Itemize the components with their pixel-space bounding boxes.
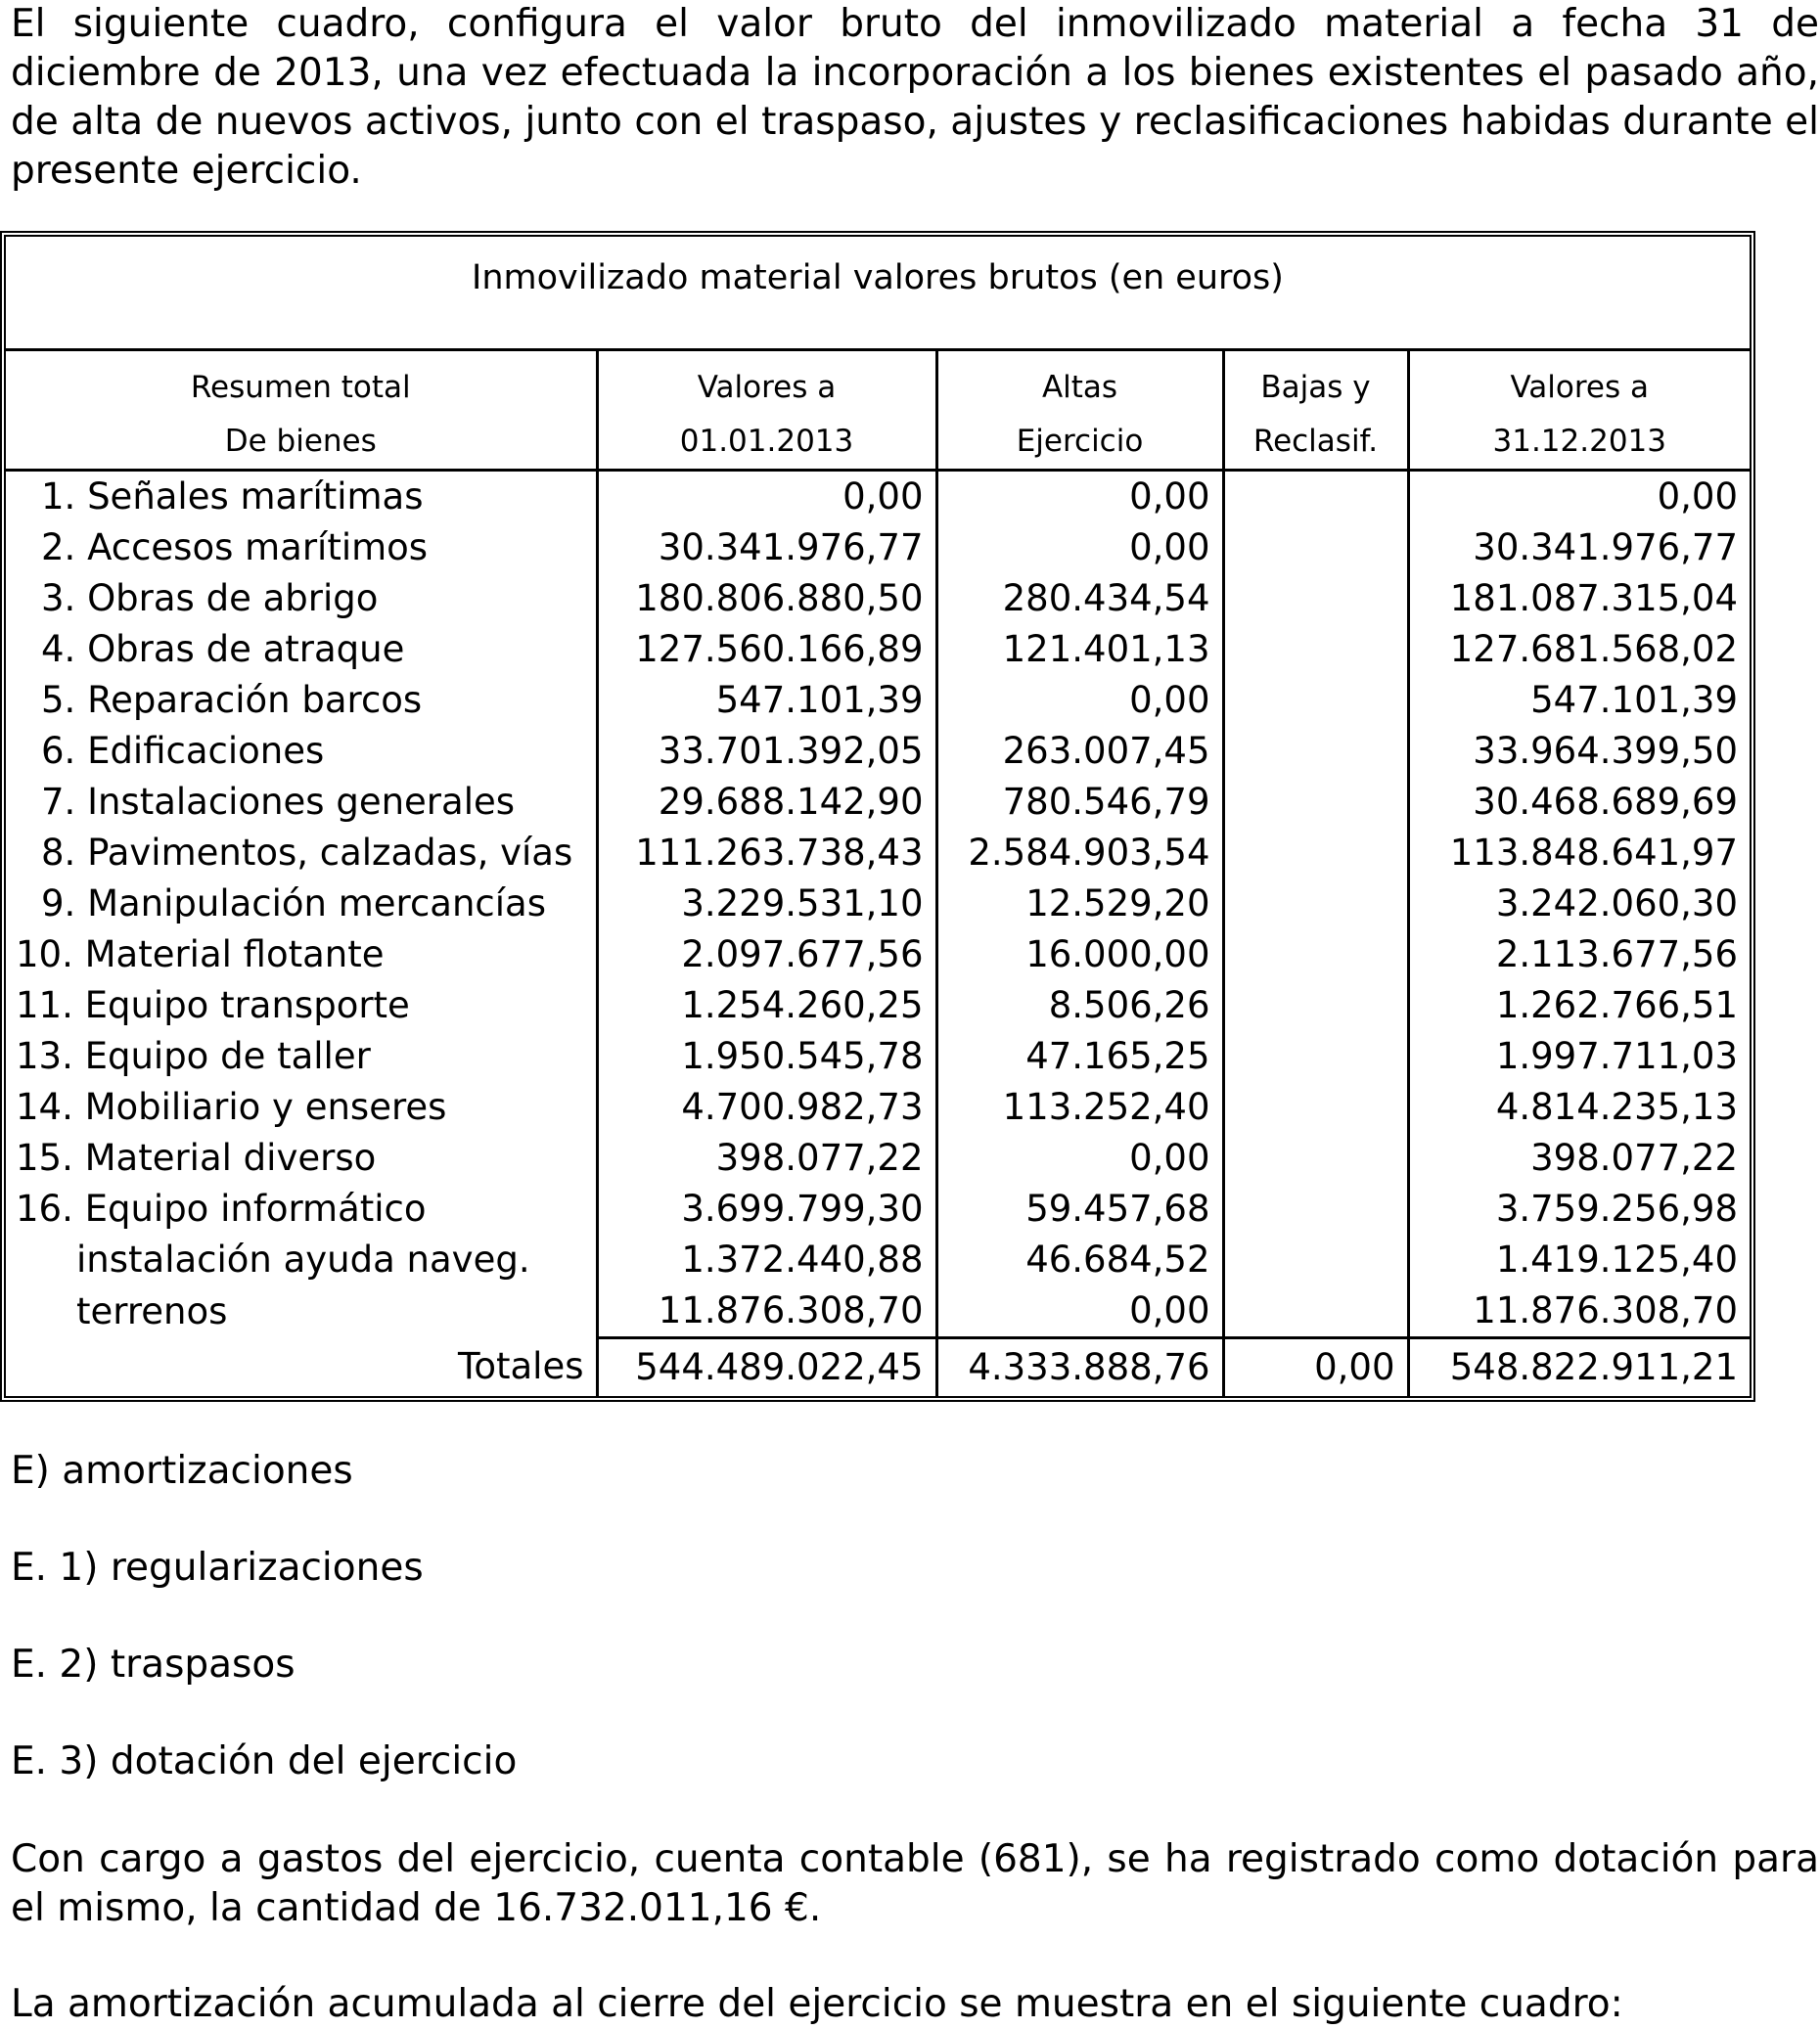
row-label: 2. Accesos marítimos <box>41 526 429 568</box>
value-bajas <box>1223 1082 1408 1133</box>
value-altas: 0,00 <box>936 1133 1223 1184</box>
value-bajas <box>1223 1235 1408 1285</box>
value-end: 2.113.677,56 <box>1408 929 1750 980</box>
table-row <box>6 470 1750 522</box>
value-bajas <box>1223 828 1408 879</box>
value-start: 547.101,39 <box>597 675 936 726</box>
value-start: 11.876.308,70 <box>597 1285 936 1338</box>
value-altas: 16.000,00 <box>936 929 1223 980</box>
row-label: 9. Manipulación mercancías <box>41 882 546 924</box>
value-bajas <box>1223 522 1408 573</box>
table-row <box>6 1133 1750 1184</box>
section-heading-e3: E. 3) dotación del ejercicio <box>11 1739 518 1783</box>
value-start: 33.701.392,05 <box>597 726 936 777</box>
table-row <box>6 573 1750 624</box>
col-header-2-line2: 01.01.2013 <box>597 415 936 471</box>
table-row <box>6 1082 1750 1133</box>
value-altas: 46.684,52 <box>936 1235 1223 1285</box>
value-start: 0,00 <box>597 470 936 522</box>
value-end: 113.848.641,97 <box>1408 828 1750 879</box>
value-bajas <box>1223 929 1408 980</box>
col-header-4-line1: Bajas y <box>1223 349 1408 415</box>
value-end: 1.419.125,40 <box>1408 1235 1750 1285</box>
value-start: 2.097.677,56 <box>597 929 936 980</box>
table-row <box>6 522 1750 573</box>
value-altas: 121.401,13 <box>936 624 1223 675</box>
value-end: 547.101,39 <box>1408 675 1750 726</box>
table-row <box>6 1285 1750 1338</box>
col-header-3-line1: Altas <box>936 349 1223 415</box>
row-label: 5. Reparación barcos <box>41 679 423 721</box>
value-altas: 2.584.903,54 <box>936 828 1223 879</box>
section-heading-e: E) amortizaciones <box>11 1449 353 1493</box>
closing-paragraph: La amortización acumulada al cierre del ejercicio se muestra en el siguiente cuadro: <box>11 1982 1623 2026</box>
value-altas: 780.546,79 <box>936 777 1223 828</box>
value-start: 127.560.166,89 <box>597 624 936 675</box>
value-altas: 0,00 <box>936 675 1223 726</box>
value-bajas <box>1223 624 1408 675</box>
value-start: 4.700.982,73 <box>597 1082 936 1133</box>
table-row <box>6 675 1750 726</box>
col-header-3-line2: Ejercicio <box>936 415 1223 471</box>
row-label: instalación ayuda naveg. <box>76 1239 530 1281</box>
value-bajas <box>1223 1133 1408 1184</box>
row-label: 13. Equipo de taller <box>16 1035 371 1077</box>
value-bajas <box>1223 726 1408 777</box>
value-altas: 47.165,25 <box>936 1031 1223 1082</box>
col-header-1-line2: De bienes <box>6 415 597 471</box>
table-row <box>6 929 1750 980</box>
col-header-5-line1: Valores a <box>1408 349 1750 415</box>
value-end: 33.964.399,50 <box>1408 726 1750 777</box>
value-altas: 59.457,68 <box>936 1184 1223 1235</box>
col-header-5-line2: 31.12.2013 <box>1408 415 1750 471</box>
value-end: 1.262.766,51 <box>1408 980 1750 1031</box>
section-heading-e2: E. 2) traspasos <box>11 1643 296 1687</box>
col-header-1-line1: Resumen total <box>190 370 411 405</box>
row-label: 3. Obras de abrigo <box>41 577 379 619</box>
value-end: 30.468.689,69 <box>1408 777 1750 828</box>
value-bajas <box>1223 777 1408 828</box>
value-bajas <box>1223 1285 1408 1338</box>
value-altas: 12.529,20 <box>936 879 1223 929</box>
value-start: 180.806.880,50 <box>597 573 936 624</box>
table-row <box>6 726 1750 777</box>
row-label: 8. Pavimentos, calzadas, vías <box>41 832 573 874</box>
value-end: 11.876.308,70 <box>1408 1285 1750 1338</box>
value-end: 30.341.976,77 <box>1408 522 1750 573</box>
table-row <box>6 777 1750 828</box>
value-start: 3.699.799,30 <box>597 1184 936 1235</box>
value-altas: 113.252,40 <box>936 1082 1223 1133</box>
value-bajas <box>1223 980 1408 1031</box>
total-start: 544.489.022,45 <box>597 1337 936 1396</box>
value-end: 3.759.256,98 <box>1408 1184 1750 1235</box>
value-end: 398.077,22 <box>1408 1133 1750 1184</box>
value-start: 1.950.545,78 <box>597 1031 936 1082</box>
value-bajas <box>1223 470 1408 522</box>
value-altas: 0,00 <box>936 470 1223 522</box>
intro-paragraph: El siguiente cuadro, configura el valor bruto del inmovilizado material a fecha 31 de diciembre de 2013, una vez efectuada la incorporación a los bienes existentes el pasado año, de alta de nuevos activos, junto con el traspaso, ajustes y reclasificaciones habidas durante el presente ejercicio. <box>11 2 1819 193</box>
row-label: 1. Señales marítimas <box>41 475 424 518</box>
value-bajas <box>1223 573 1408 624</box>
table-row <box>6 624 1750 675</box>
value-end: 181.087.315,04 <box>1408 573 1750 624</box>
table-row <box>6 828 1750 879</box>
value-start: 111.263.738,43 <box>597 828 936 879</box>
value-end: 3.242.060,30 <box>1408 879 1750 929</box>
total-altas: 4.333.888,76 <box>936 1337 1223 1396</box>
value-altas: 280.434,54 <box>936 573 1223 624</box>
table-caption: Inmovilizado material valores brutos (en euros) <box>6 237 1750 349</box>
totals-row <box>6 1337 1750 1396</box>
value-altas: 0,00 <box>936 522 1223 573</box>
row-label: 15. Material diverso <box>16 1137 377 1179</box>
table-row <box>6 1031 1750 1082</box>
value-start: 29.688.142,90 <box>597 777 936 828</box>
row-label: 16. Equipo informático <box>16 1188 427 1230</box>
value-start: 1.254.260,25 <box>597 980 936 1031</box>
table-row <box>6 879 1750 929</box>
table-row <box>6 980 1750 1031</box>
totals-label: Totales <box>458 1345 584 1388</box>
table-row <box>6 1184 1750 1235</box>
value-start: 1.372.440,88 <box>597 1235 936 1285</box>
value-end: 4.814.235,13 <box>1408 1082 1750 1133</box>
row-label: 7. Instalaciones generales <box>41 781 516 823</box>
row-label: 11. Equipo transporte <box>16 984 410 1026</box>
section-heading-e1: E. 1) regularizaciones <box>11 1546 424 1590</box>
value-bajas <box>1223 1184 1408 1235</box>
row-label: 10. Material flotante <box>16 933 385 975</box>
row-label: 4. Obras de atraque <box>41 628 405 670</box>
value-end: 127.681.568,02 <box>1408 624 1750 675</box>
value-altas: 0,00 <box>936 1285 1223 1338</box>
gross-values-table <box>0 231 1755 1402</box>
row-label: 14. Mobiliario y enseres <box>16 1086 447 1128</box>
col-header-4-line2: Reclasif. <box>1223 415 1408 471</box>
table-row <box>6 1235 1750 1285</box>
value-bajas <box>1223 675 1408 726</box>
dotacion-paragraph: Con cargo a gastos del ejercicio, cuenta contable (681), se ha registrado como dotación para el mismo, la cantidad de 16.732.011,16 €. <box>11 1837 1819 1930</box>
value-end: 0,00 <box>1408 470 1750 522</box>
value-altas: 8.506,26 <box>936 980 1223 1031</box>
value-bajas <box>1223 879 1408 929</box>
value-start: 30.341.976,77 <box>597 522 936 573</box>
total-end: 548.822.911,21 <box>1408 1337 1750 1396</box>
value-start: 398.077,22 <box>597 1133 936 1184</box>
col-header-2-line1: Valores a <box>597 349 936 415</box>
value-end: 1.997.711,03 <box>1408 1031 1750 1082</box>
row-label: terrenos <box>76 1289 228 1332</box>
total-bajas: 0,00 <box>1223 1337 1408 1396</box>
row-label: 6. Edificaciones <box>41 730 325 772</box>
value-start: 3.229.531,10 <box>597 879 936 929</box>
value-altas: 263.007,45 <box>936 726 1223 777</box>
value-bajas <box>1223 1031 1408 1082</box>
